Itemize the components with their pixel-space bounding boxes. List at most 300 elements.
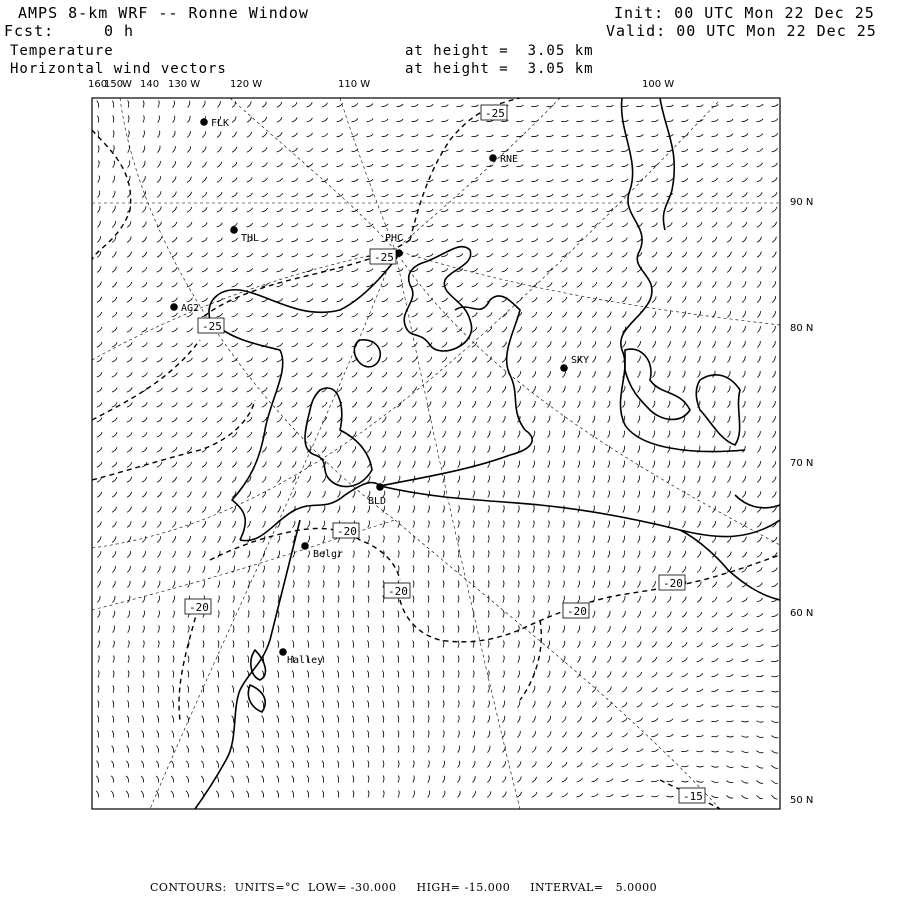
wind-vector (681, 750, 688, 752)
contour-label: -25 (374, 251, 394, 264)
wind-vector (428, 701, 429, 708)
wind-vector (157, 447, 162, 452)
wind-vector (323, 536, 325, 543)
wind-vector (397, 313, 403, 317)
wind-vector (247, 117, 251, 123)
wind-vector (638, 506, 640, 513)
wind-vector (112, 387, 117, 392)
wind-vector (697, 643, 703, 648)
wind-vector (262, 193, 268, 197)
wind-vector (277, 253, 283, 256)
wind-vector (247, 132, 252, 137)
wind-vector (97, 596, 100, 603)
wind-vector (561, 164, 568, 166)
contour-line (92, 130, 131, 260)
wind-vector (652, 252, 657, 257)
wind-vector (608, 401, 610, 408)
wind-vector (113, 116, 114, 123)
wind-vector (218, 611, 219, 618)
wind-vector (546, 179, 553, 181)
wind-vector (338, 596, 339, 603)
wind-vector (398, 626, 399, 633)
wind-vector (308, 566, 309, 573)
wind-vector (112, 566, 115, 572)
wind-vector (322, 328, 328, 332)
wind-vector (307, 476, 310, 482)
wind-vector (428, 686, 429, 693)
wind-vector (383, 776, 384, 783)
wind-vector (397, 298, 403, 302)
wind-vector (353, 506, 355, 513)
wind-vector (277, 268, 283, 271)
wind-vector (458, 746, 460, 753)
wind-vector (426, 134, 433, 136)
wind-vector (397, 387, 402, 393)
wind-vector (128, 161, 130, 168)
wind-vector (637, 341, 640, 347)
wind-vector (532, 224, 538, 227)
station-marker-thl (230, 226, 238, 234)
wind-vector (293, 611, 294, 618)
wind-vector (607, 223, 613, 227)
wind-vector (548, 476, 550, 483)
wind-vector (157, 536, 160, 542)
wind-vector (307, 298, 313, 302)
wind-vector (367, 641, 368, 648)
wind-vector (307, 148, 313, 152)
wind-vector (458, 596, 459, 603)
wind-vector (652, 672, 657, 677)
wind-vector (653, 386, 655, 393)
wind-vector (443, 566, 444, 573)
wind-vector (473, 716, 475, 723)
wind-vector (337, 746, 339, 753)
wind-vector (667, 282, 671, 288)
wind-vector (217, 192, 222, 197)
wind-vector (637, 193, 643, 197)
wind-vector (396, 134, 403, 137)
wind-vector (426, 149, 433, 151)
wind-vector (622, 733, 628, 737)
wind-vector (772, 133, 778, 137)
wind-vector (292, 671, 294, 678)
wind-vector (443, 551, 444, 558)
wind-vector (322, 641, 323, 648)
wind-vector (727, 207, 732, 212)
station-marker-ag2 (170, 303, 178, 311)
wind-vector (546, 105, 553, 107)
wind-vector (322, 417, 327, 423)
wind-vector (488, 626, 489, 633)
wind-vector (157, 343, 163, 347)
wind-vector (158, 671, 159, 678)
wind-vector (442, 372, 446, 378)
wind-vector (426, 119, 433, 121)
wind-vector (608, 491, 610, 498)
wind-vector (157, 237, 162, 242)
wind-vector (202, 146, 206, 152)
wind-vector (546, 120, 553, 122)
wind-vector (518, 701, 520, 708)
wind-vector (142, 312, 147, 317)
wind-vector (202, 192, 207, 197)
wind-vector (292, 239, 298, 242)
wind-vector (157, 701, 159, 708)
wind-vector (352, 149, 359, 152)
wind-vector (578, 461, 580, 468)
wind-vector (216, 761, 218, 768)
wind-vector (202, 536, 205, 543)
wind-vector (233, 581, 235, 588)
wind-vector (591, 150, 598, 152)
wind-vector (607, 312, 611, 318)
contour-label: -25 (202, 320, 222, 333)
wind-vector (187, 716, 189, 723)
wind-vector (591, 105, 598, 107)
wind-vector (742, 163, 748, 167)
wind-vector (173, 641, 174, 648)
wind-vector (216, 791, 219, 798)
wind-vector (683, 461, 685, 468)
wind-vector (532, 762, 536, 768)
wind-vector (593, 521, 595, 528)
wind-vector (607, 326, 611, 332)
wind-vector (727, 148, 733, 151)
wind-vector (757, 780, 764, 783)
wind-vector (592, 748, 598, 753)
wind-vector (456, 209, 463, 212)
wind-vector (638, 566, 640, 573)
wind-vector (157, 282, 162, 287)
wind-vector (488, 536, 489, 543)
wind-vector (261, 776, 263, 783)
wind-vector (247, 491, 251, 497)
wind-vector (202, 417, 207, 422)
wind-vector (352, 731, 354, 738)
wind-vector (456, 150, 463, 152)
wind-vector (128, 116, 129, 123)
wind-vector (112, 267, 116, 273)
wind-vector (563, 476, 565, 483)
wind-vector (502, 268, 508, 272)
wind-vector (323, 506, 325, 513)
wind-vector (667, 326, 670, 332)
wind-vector (501, 135, 508, 137)
wind-vector (608, 416, 610, 423)
wind-vector (262, 253, 268, 256)
wind-vector (411, 134, 418, 136)
lon-label-prefix: W (122, 79, 132, 90)
wind-vector (546, 150, 553, 152)
wind-vector (668, 461, 670, 468)
wind-vector (457, 224, 464, 227)
wind-vector (157, 388, 163, 392)
wind-vector (608, 431, 610, 438)
wind-vector (232, 208, 238, 212)
wind-vector (741, 675, 748, 677)
wind-vector (622, 596, 625, 603)
wind-vector (412, 283, 418, 287)
wind-vector (652, 551, 655, 558)
wind-vector (756, 736, 763, 738)
wind-vector (383, 476, 385, 483)
wind-vector (697, 491, 700, 498)
wind-vector (382, 313, 388, 317)
wind-vector (666, 765, 673, 767)
wind-vector (368, 536, 370, 543)
wind-vector (636, 105, 643, 107)
wind-vector (383, 731, 384, 738)
wind-vector (157, 373, 163, 377)
wind-vector (232, 343, 238, 347)
wind-vector (322, 209, 329, 212)
wind-vector (772, 177, 778, 182)
wind-vector (307, 776, 309, 783)
wind-vector (757, 281, 761, 287)
wind-vector (322, 284, 328, 287)
wind-vector (426, 104, 433, 106)
wind-vector (353, 791, 354, 798)
wind-vector (593, 626, 595, 633)
wind-vector (307, 209, 313, 212)
wind-vector (337, 432, 341, 438)
wind-vector (113, 641, 115, 648)
wind-vector (368, 596, 369, 603)
wind-vector (232, 116, 236, 122)
wind-vector (113, 176, 115, 183)
wind-vector (683, 506, 685, 513)
wind-vector (503, 611, 504, 618)
wind-vector (217, 373, 223, 377)
wind-vector (231, 791, 233, 798)
wind-vector (757, 296, 760, 302)
wind-vector (307, 746, 309, 753)
wind-vector (277, 447, 281, 453)
wind-vector (98, 146, 99, 153)
wind-vector (577, 267, 582, 272)
wind-vector (772, 237, 776, 243)
wind-vector (622, 164, 629, 167)
wind-vector (458, 701, 459, 708)
wind-vector (533, 521, 534, 528)
wind-vector (382, 164, 389, 167)
wind-vector (217, 671, 218, 678)
wind-vector (127, 282, 132, 287)
wind-vector (157, 252, 162, 257)
wind-vector (472, 357, 476, 363)
wind-vector (412, 313, 418, 317)
wind-vector (532, 356, 536, 362)
wind-vector (428, 626, 429, 633)
station-marker-halley (279, 648, 287, 656)
wind-vector (473, 551, 474, 558)
wind-vector (547, 327, 551, 333)
wind-vector (127, 267, 132, 273)
wind-vector (352, 284, 358, 287)
wind-vector (396, 149, 403, 151)
wind-vector (488, 746, 490, 753)
wind-vector (651, 780, 658, 782)
wind-vector (127, 447, 132, 452)
wind-vector (141, 761, 143, 768)
wind-vector (352, 239, 359, 242)
wind-vector (578, 431, 580, 438)
wind-vector (652, 703, 658, 707)
wind-vector (666, 105, 673, 107)
wind-vector (247, 193, 253, 197)
wind-vector (322, 776, 324, 783)
wind-vector (727, 178, 733, 182)
wind-vector (727, 613, 733, 617)
wind-vector (457, 327, 462, 332)
wind-vector (277, 656, 278, 663)
wind-vector (413, 596, 414, 603)
field-temperature: Temperature (10, 43, 114, 59)
wind-vector (157, 551, 160, 558)
wind-vector (218, 596, 220, 603)
wind-vector (112, 327, 117, 332)
wind-vector (577, 686, 580, 692)
wind-vector (158, 101, 159, 108)
wind-vector (577, 297, 582, 302)
wind-vector (486, 135, 493, 137)
wind-vector (486, 179, 493, 181)
wind-vector (622, 718, 628, 723)
wind-vector (277, 117, 282, 122)
wind-vector (576, 150, 583, 152)
wind-vector (142, 417, 147, 422)
wind-vector (367, 417, 371, 423)
wind-vector (772, 252, 776, 258)
wind-vector (712, 281, 716, 287)
wind-vector (353, 596, 354, 603)
wind-vector (428, 746, 429, 753)
wind-vector (533, 476, 535, 483)
wind-vector (563, 551, 564, 558)
wind-vector (712, 237, 717, 242)
wind-vector (592, 253, 598, 258)
wind-vector (757, 341, 760, 348)
wind-vector (502, 401, 505, 408)
wind-vector (636, 120, 643, 122)
wind-vector (518, 626, 519, 633)
coastline (195, 98, 780, 809)
wind-vector (172, 716, 174, 723)
wind-vector (98, 161, 99, 168)
wind-vector (458, 446, 460, 453)
wind-vector (413, 731, 414, 738)
wind-vector (247, 298, 253, 302)
wind-vector (592, 179, 599, 182)
wind-vector (352, 446, 356, 452)
wind-vector (473, 596, 474, 603)
wind-vector (113, 131, 114, 138)
wind-vector (292, 313, 298, 317)
wind-vector (232, 506, 235, 512)
wind-vector (217, 506, 221, 512)
wind-vector (97, 447, 102, 452)
wind-vector (157, 731, 159, 738)
field-wind-vectors: Horizontal wind vectors (10, 61, 227, 77)
wind-vector (158, 656, 159, 663)
wind-vector (682, 704, 689, 707)
wind-vector (307, 491, 310, 498)
wind-vector (667, 673, 673, 678)
wind-vector (368, 776, 369, 783)
wind-vector (592, 267, 597, 272)
wind-vector (383, 626, 384, 633)
wind-vector (592, 656, 595, 663)
wind-vector (232, 462, 236, 468)
wind-vector (772, 386, 775, 393)
wind-vector (157, 403, 163, 408)
wind-vector (202, 671, 203, 678)
wind-vector (488, 476, 490, 483)
contours-footer: CONTOURS: UNITS=°C LOW= -30.000 HIGH= -15.000 INTERVAL= 5.0000 (150, 881, 658, 894)
wind-vector (757, 583, 763, 587)
wind-vector (756, 751, 763, 753)
wind-vector (398, 731, 399, 738)
wind-vector (547, 777, 552, 782)
wind-vector (307, 133, 313, 137)
wind-vector (473, 746, 475, 753)
lat-label-80n: 80 N (790, 323, 814, 334)
wind-vector (382, 416, 386, 422)
wind-vector (666, 781, 673, 782)
wind-vector (277, 461, 281, 467)
wind-vector (712, 628, 718, 632)
wind-vector (473, 476, 475, 483)
wind-vector (636, 134, 643, 136)
wind-vector (712, 296, 716, 302)
wind-vector (561, 120, 568, 122)
wind-vector (712, 149, 718, 152)
wind-vector (142, 402, 148, 407)
wind-vector (667, 267, 672, 273)
wind-vector (173, 626, 174, 633)
wind-vector (413, 611, 414, 618)
wind-vector (97, 116, 99, 123)
wind-vector (652, 734, 659, 737)
wind-vector (623, 551, 625, 558)
wind-vector (143, 101, 144, 108)
wind-vector (322, 133, 328, 137)
wind-vector (757, 356, 760, 363)
wind-vector (293, 551, 295, 558)
wind-vector (757, 133, 763, 136)
wind-vector (653, 401, 655, 408)
wind-vector (727, 296, 731, 302)
contour-label: -20 (663, 577, 683, 590)
wind-vector (683, 476, 685, 483)
wind-vector (516, 150, 523, 152)
wind-vector (308, 521, 310, 528)
wind-vector (727, 134, 734, 137)
wind-vector (413, 626, 414, 633)
wind-vector (487, 224, 494, 227)
wind-vector (232, 373, 238, 377)
wind-vector (757, 537, 762, 543)
wind-vector (713, 401, 715, 408)
wind-vector (143, 686, 144, 693)
wind-vector (248, 641, 249, 648)
wind-vector (593, 431, 595, 438)
wind-vector (578, 551, 580, 558)
wind-vector (127, 477, 132, 482)
wind-vector (442, 401, 446, 407)
wind-vector (503, 521, 504, 528)
wind-vector (742, 491, 745, 497)
